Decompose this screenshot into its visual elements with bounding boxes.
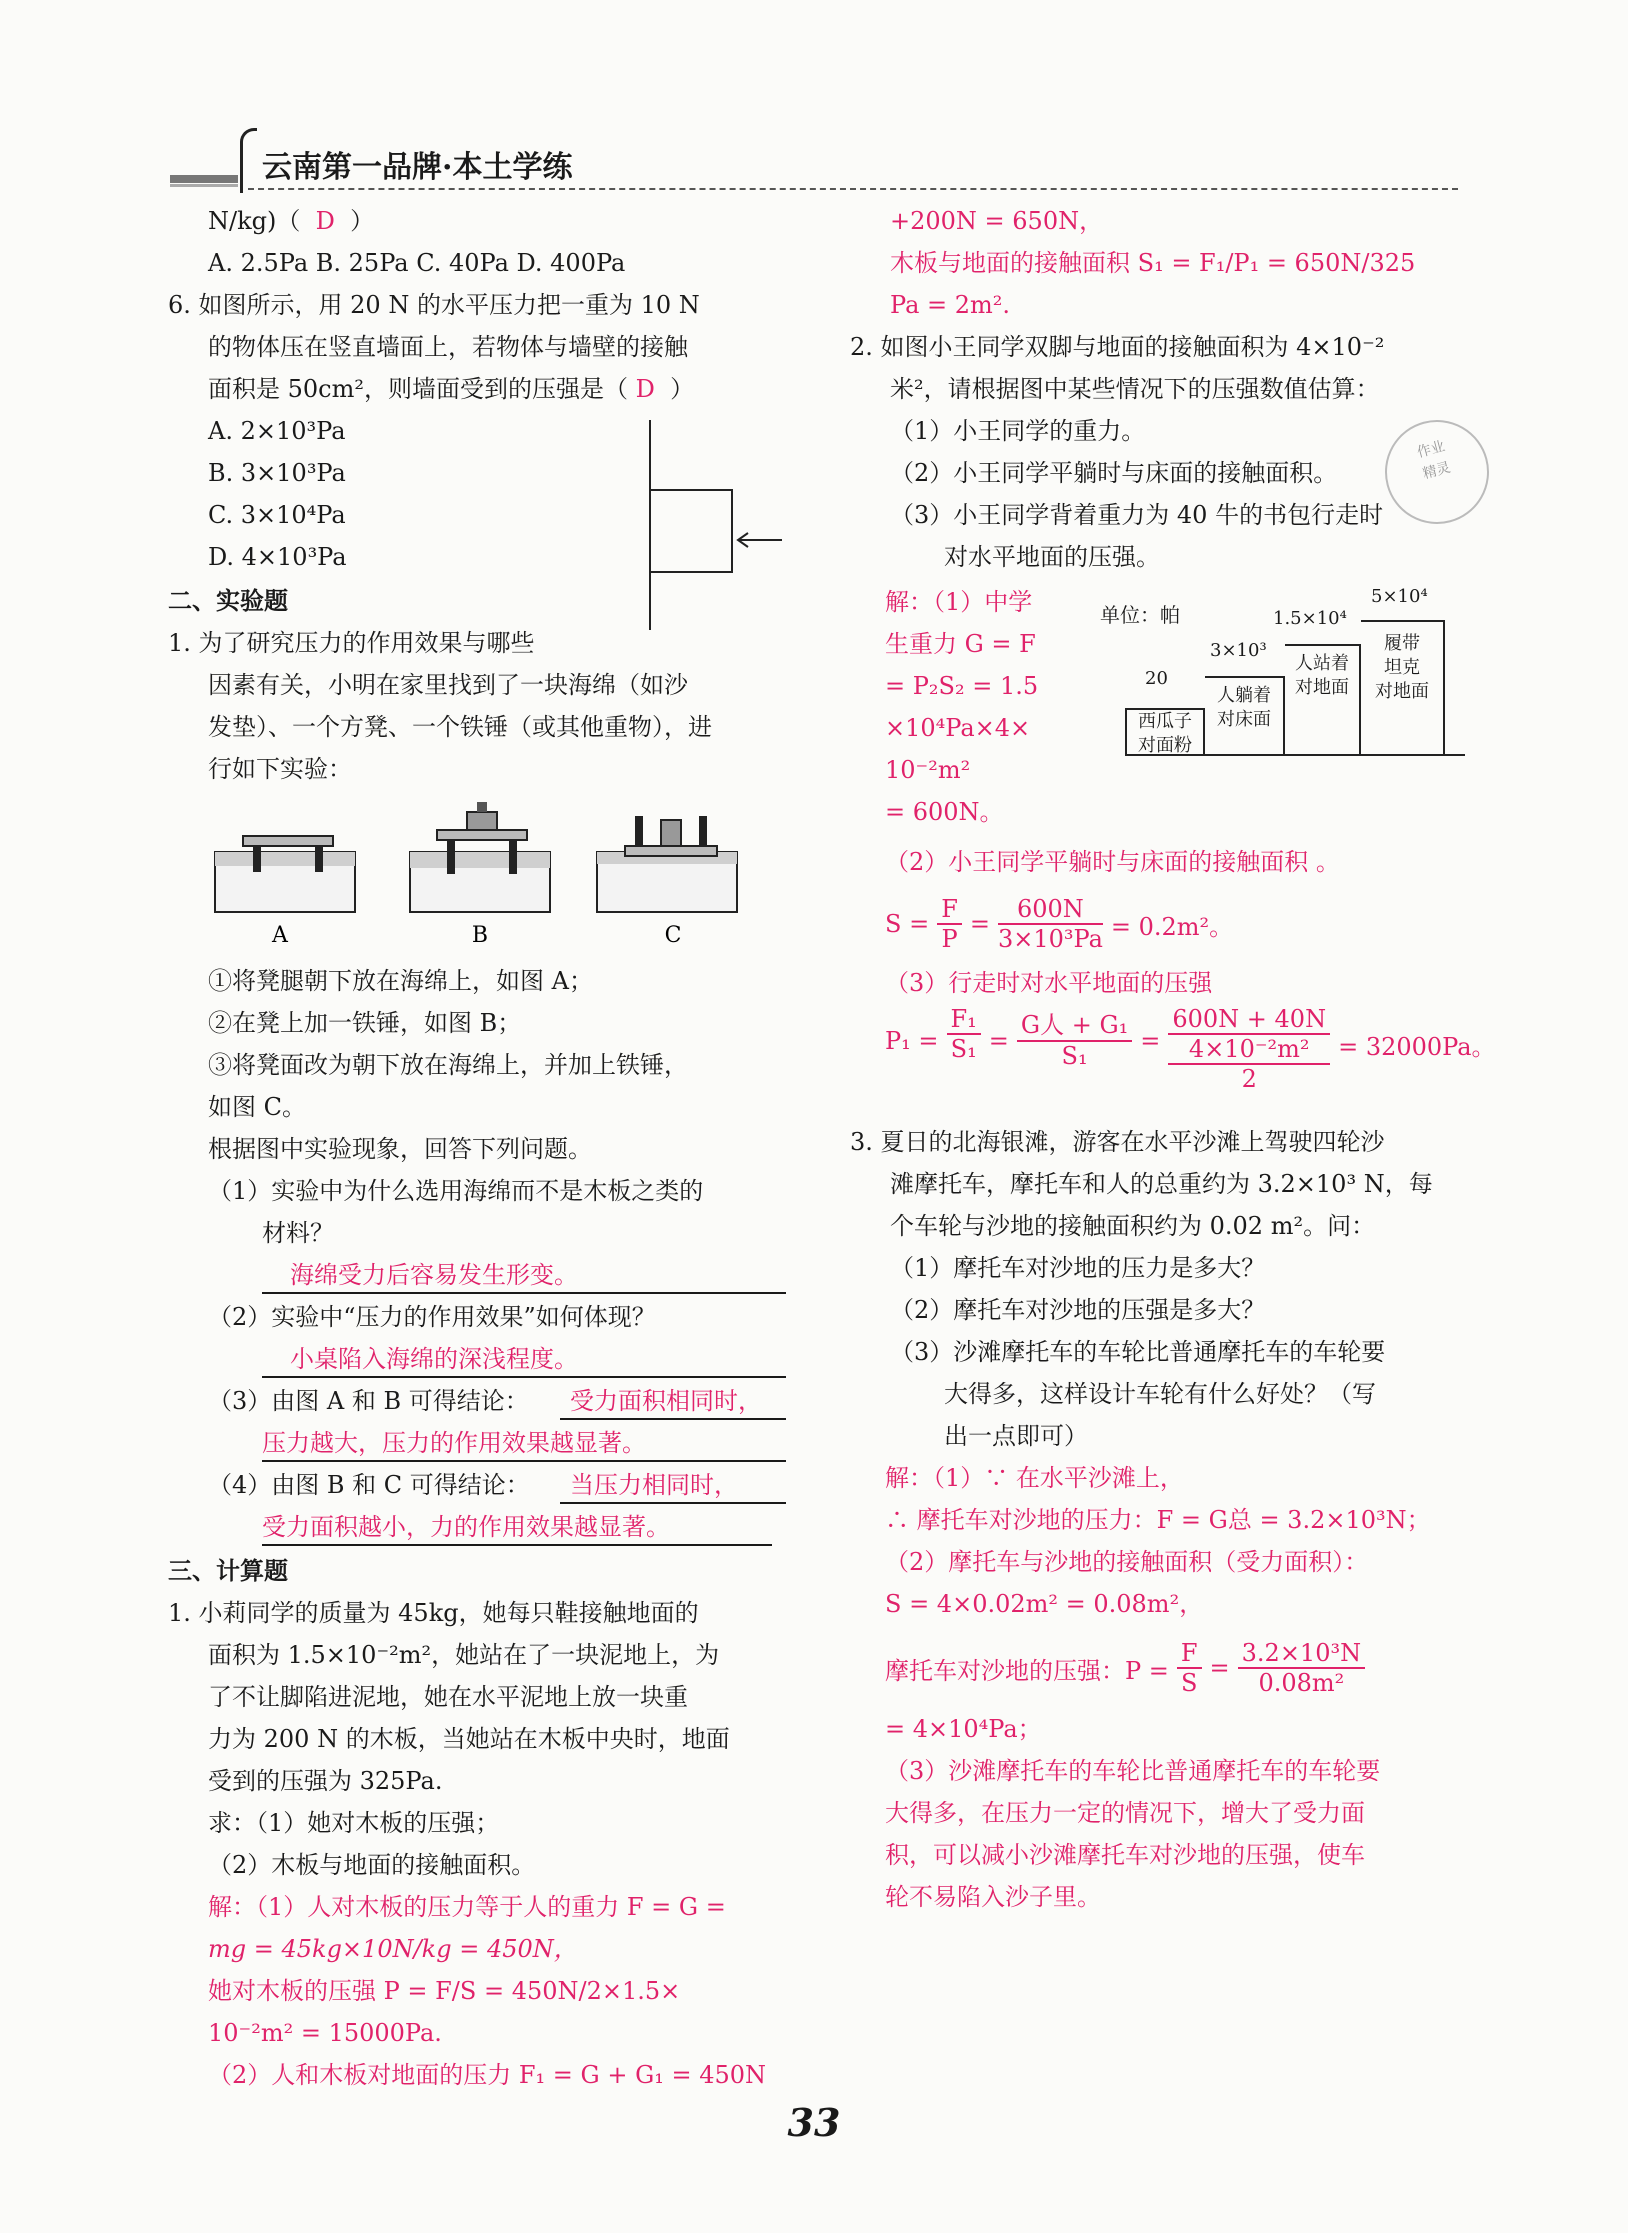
calc3-line-1: 3. 夏日的北海银滩，游客在水平沙滩上驾驶四轮沙 — [850, 1128, 1385, 1156]
section-2-title: 二、实验题 — [168, 586, 288, 615]
calc2-line-6: 对水平地面的压强。 — [944, 543, 1160, 571]
calc3-sol2-1: = 4×10⁴Pa； — [885, 1715, 1042, 1743]
calc3-line-2: 滩摩托车，摩托车和人的总重约为 3.2×10³ N，每 — [890, 1170, 1433, 1198]
exp1-line-4: 行如下实验： — [208, 755, 352, 783]
calc2-sol1-2: 生重力 G = F — [885, 630, 1036, 658]
calc1-line-5: 受到的压强为 325Pa. — [208, 1767, 443, 1795]
calc2-formula-3: P₁ = $\frac{\text{F₁}}{\text{S₁}}$ = G人 + G₁ S₁ = 600N + 40N 4×10⁻²m² 2 = 32000Pa。 — [885, 1005, 1496, 1093]
subq4: （4）由图 B 和 C 可得结论： — [208, 1471, 530, 1499]
q5-options: A. 2.5Pa B. 25Pa C. 40Pa D. 400Pa — [208, 249, 626, 277]
calc2-formula-2: S = $\frac{F}{P}$ = $\frac{600N}{\text{3×10³Pa}}$ = 0.2m²。 — [885, 895, 1234, 953]
calc3-sol2-3: 大得多，在压力一定的情况下，增大了受力面 — [885, 1799, 1365, 1827]
q6-option-c: C. 3×10⁴Pa — [208, 501, 346, 529]
subq3-answer-1: 受力面积相同时， — [560, 1384, 786, 1420]
steps-instruction: 根据图中实验现象，回答下列问题。 — [208, 1135, 592, 1163]
subq3-answer-2: 压力越大，压力的作用效果越显著。 — [262, 1426, 786, 1462]
figure-b-label: B — [471, 923, 489, 948]
figure-a-label: A — [272, 923, 288, 948]
header-bracket — [240, 128, 257, 193]
calc2-sol1-5: 10⁻²m² — [885, 756, 971, 784]
figure-a — [215, 836, 355, 912]
calc1-sol-4: 10⁻²m² = 15000Pa. — [208, 2019, 442, 2047]
calc3-line-3: 个车轮与沙地的接触面积约为 0.02 m²。问： — [890, 1212, 1376, 1240]
subq4-answer-2: 受力面积越小，力的作用效果越显著。 — [262, 1510, 772, 1546]
calc2-sol1-4: ×10⁴Pa×4× — [885, 714, 1031, 742]
calc2-sol1-1: 解：（1）中学 — [885, 588, 1033, 616]
calc3-line-5: （2）摩托车对沙地的压强是多大？ — [890, 1296, 1266, 1324]
exp1-line-2: 因素有关，小明在家里找到了一块海绵（如沙 — [208, 671, 688, 699]
calc3-line-7: 大得多，这样设计车轮有什么好处？（写 — [944, 1380, 1376, 1408]
bar-3-value: 1.5×10⁴ — [1273, 608, 1347, 629]
subq1-line-1: （1）实验中为什么选用海绵而不是木板之类的 — [208, 1177, 704, 1205]
calc3-sol-1: 解：（1）∵ 在水平沙滩上， — [885, 1464, 1184, 1492]
calc1-line-1: 1. 小莉同学的质量为 45kg，她每只鞋接触地面的 — [168, 1599, 699, 1627]
exp1-line-1: 1. 为了研究压力的作用效果与哪些 — [168, 629, 535, 657]
subq1-answer: 海绵受力后容易发生形变。 — [262, 1258, 786, 1294]
figure-b — [410, 802, 550, 912]
calc2-sol3: （3）行走时对水平地面的压强 — [885, 969, 1213, 997]
header-divider — [248, 188, 1458, 190]
calc3-line-6: （3）沙滩摩托车的车轮比普通摩托车的车轮要 — [890, 1338, 1386, 1366]
calc1-sol-2: mg = 45kg×10N/kg = 450N， — [208, 1935, 578, 1963]
calc2-line-1: 2. 如图小王同学双脚与地面的接触面积为 4×10⁻² — [850, 333, 1385, 361]
bar-standing-on-ground: 人站着 对地面 — [1285, 644, 1361, 756]
bar-tank-on-ground: 履带 坦克 对地面 — [1361, 620, 1445, 756]
wall-block-figure — [630, 420, 790, 630]
bar-lying-on-bed: 人躺着 对床面 — [1205, 676, 1285, 756]
calc3-line-8: 出一点即可） — [944, 1422, 1088, 1450]
calc2-sol2: （2）小王同学平躺时与床面的接触面积 。 — [885, 848, 1340, 876]
calc1-cont-3: Pa = 2m². — [890, 291, 1011, 319]
subq2-answer: 小桌陷入海绵的深浅程度。 — [262, 1342, 786, 1378]
figure-c — [597, 816, 737, 912]
calc3-sol-4: S = 4×0.02m² = 0.08m²， — [885, 1590, 1204, 1618]
calc2-sol1-6: = 600N。 — [885, 798, 1004, 826]
calc3-sol2-2: （3）沙滩摩托车的车轮比普通摩托车的车轮要 — [885, 1757, 1381, 1785]
q6-option-b: B. 3×10³Pa — [208, 459, 346, 487]
subq4-answer-1: 当压力相同时， — [560, 1468, 786, 1504]
sponge-experiment-figure — [205, 800, 745, 960]
calc1-ask-1: 求：（1）她对木板的压强； — [208, 1809, 500, 1837]
homework-stamp: 作业 精灵 — [1373, 408, 1500, 535]
exp1-line-3: 发垫）、一个方凳、一个铁锤（或其他重物），进 — [208, 713, 712, 741]
calc1-sol-3: 她对木板的压强 P = F/S = 450N/2×1.5× — [208, 1977, 681, 2005]
calc1-line-3: 了不让脚陷进泥地，她在水平泥地上放一块重 — [208, 1683, 688, 1711]
bar-2-value: 3×10³ — [1210, 640, 1267, 661]
calc3-line-4: （1）摩托车对沙地的压力是多大？ — [890, 1254, 1266, 1282]
calc3-sol2-4: 积，可以减小沙滩摩托车对沙地的压强，使车 — [885, 1841, 1365, 1869]
calc1-sol-5: （2）人和木板对地面的压力 F₁ = G + G₁ = 450N — [208, 2061, 767, 2089]
calc2-line-5: （3）小王同学背着重力为 40 牛的书包行走时 — [890, 501, 1384, 529]
q6-line-3: 面积是 50cm²，则墙面受到的压强是（ D ） — [208, 375, 695, 403]
calc3-sol-3: （2）摩托车与沙地的接触面积（受力面积）： — [885, 1548, 1369, 1576]
q6-option-a: A. 2×10³Pa — [208, 417, 346, 445]
step-3: ③将凳面改为朝下放在海绵上，并加上铁锤， — [208, 1051, 688, 1079]
calc1-cont-2: 木板与地面的接触面积 S₁ = F₁/P₁ = 650N/325 — [890, 249, 1416, 277]
subq2: （2）实验中“压力的作用效果”如何体现？ — [208, 1303, 656, 1331]
page-number: 33 — [787, 2100, 841, 2145]
subq1-line-2: 材料？ — [262, 1219, 334, 1247]
calc1-line-2: 面积为 1.5×10⁻²m²，她站在了一块泥地上，为 — [208, 1641, 720, 1669]
header-bar-decoration — [170, 175, 238, 183]
calc3-formula: 摩托车对沙地的压强：P = $\frac{F}{S}$ = $\frac{\text{3.2×10³N}}{\text{0.08m²}}$ — [885, 1630, 1365, 1706]
q6-option-d: D. 4×10³Pa — [208, 543, 347, 571]
bar-1-value: 20 — [1145, 668, 1168, 689]
step-1: ①将凳腿朝下放在海绵上，如图 A； — [208, 967, 593, 995]
bar-4-value: 5×10⁴ — [1371, 586, 1428, 607]
bar-chart-unit: 单位：帕 — [1100, 603, 1180, 627]
section-3-title: 三、计算题 — [168, 1556, 288, 1585]
step-3-cont: 如图 C。 — [208, 1093, 306, 1121]
calc2-line-4: （2）小王同学平躺时与床面的接触面积。 — [890, 459, 1338, 487]
figure-c-label: C — [664, 923, 682, 948]
calc3-sol2-5: 轮不易陷入沙子里。 — [885, 1883, 1101, 1911]
subq3: （3）由图 A 和 B 可得结论： — [208, 1387, 529, 1415]
calc1-sol-1: 解：（1）人对木板的压力等于人的重力 F = G = — [208, 1893, 726, 1921]
q6-line-2: 的物体压在竖直墙面上，若物体与墙壁的接触 — [208, 333, 688, 361]
header-bar-decoration-2 — [170, 184, 238, 187]
calc3-sol-2: ∴ 摩托车对沙地的压力：F = G总 = 3.2×10³N； — [885, 1506, 1431, 1534]
header-title: 云南第一品牌·本土学练 — [262, 150, 573, 185]
calc2-sol1-3: = P₂S₂ = 1.5 — [885, 672, 1039, 700]
bar-watermelon-seed: 西瓜子 对面粉 — [1125, 708, 1205, 756]
step-2: ②在凳上加一铁锤，如图 B； — [208, 1009, 522, 1037]
calc1-cont-1: +200N = 650N， — [890, 207, 1104, 235]
q6-line-1: 6. 如图所示，用 20 N 的水平压力把一重为 10 N — [168, 291, 700, 319]
q5-tail: N/kg)（ D ） — [208, 207, 375, 235]
calc2-line-3: （1）小王同学的重力。 — [890, 417, 1146, 445]
calc1-ask-2: （2）木板与地面的接触面积。 — [208, 1851, 536, 1879]
calc1-line-4: 力为 200 N 的木板，当她站在木板中央时，地面 — [208, 1725, 730, 1753]
calc2-line-2: 米²，请根据图中某些情况下的压强数值估算： — [890, 375, 1380, 403]
